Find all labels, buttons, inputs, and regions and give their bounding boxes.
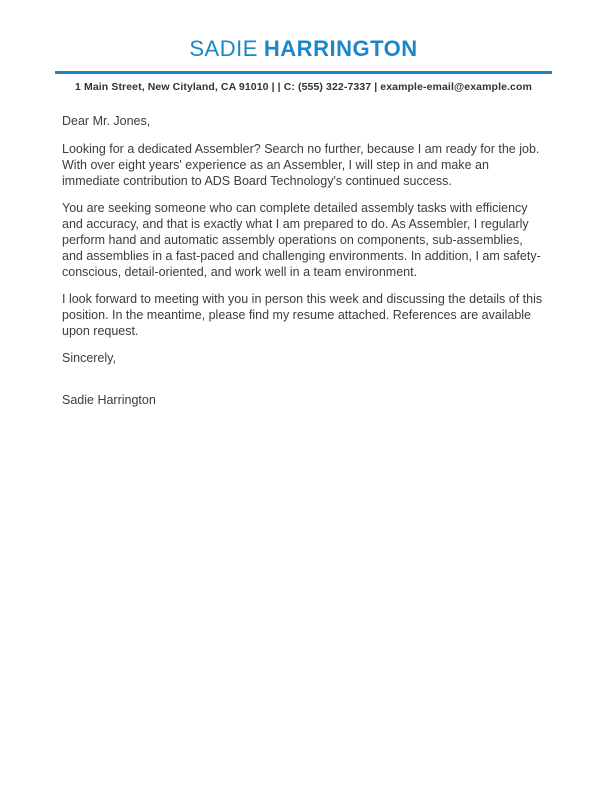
paragraph-followup: I look forward to meeting with you in person this week and discussing the details of this position. In the meantime, please find my resume attached. References are available upon request. xyxy=(62,292,543,339)
header-divider xyxy=(55,71,552,74)
paragraph-intro: Looking for a dedicated Assembler? Search no further, because I am ready for the job. With over eight years' experience as an Assembler, I will step in and make an immediate contribution to ADS Board Technology's continued success. xyxy=(62,142,540,189)
signature: Sadie Harrington xyxy=(62,393,156,408)
paragraph-qualifications: You are seeking someone who can complete detailed assembly tasks with efficiency and accuracy, and that is exactly what I am prepared to do. As Assembler, I regularly perform hand and automatic assembly operations on components, sub-assemblies, and assemblies in a fast-paced and challenging environments. In addition, I am safety-conscious, detail-oriented, and work well in a team environment. xyxy=(62,201,541,280)
salutation: Dear Mr. Jones, xyxy=(62,114,151,129)
applicant-last-name: HARRINGTON xyxy=(263,36,418,61)
contact-line: 1 Main Street, New Cityland, CA 91010 | | C: (555) 322-7337 | example-email@example.com xyxy=(75,81,532,94)
applicant-first-name: SADIE xyxy=(189,36,258,61)
closing: Sincerely, xyxy=(62,351,116,366)
letter-header xyxy=(55,36,552,93)
letter-body xyxy=(55,113,552,408)
applicant-name xyxy=(55,36,552,62)
